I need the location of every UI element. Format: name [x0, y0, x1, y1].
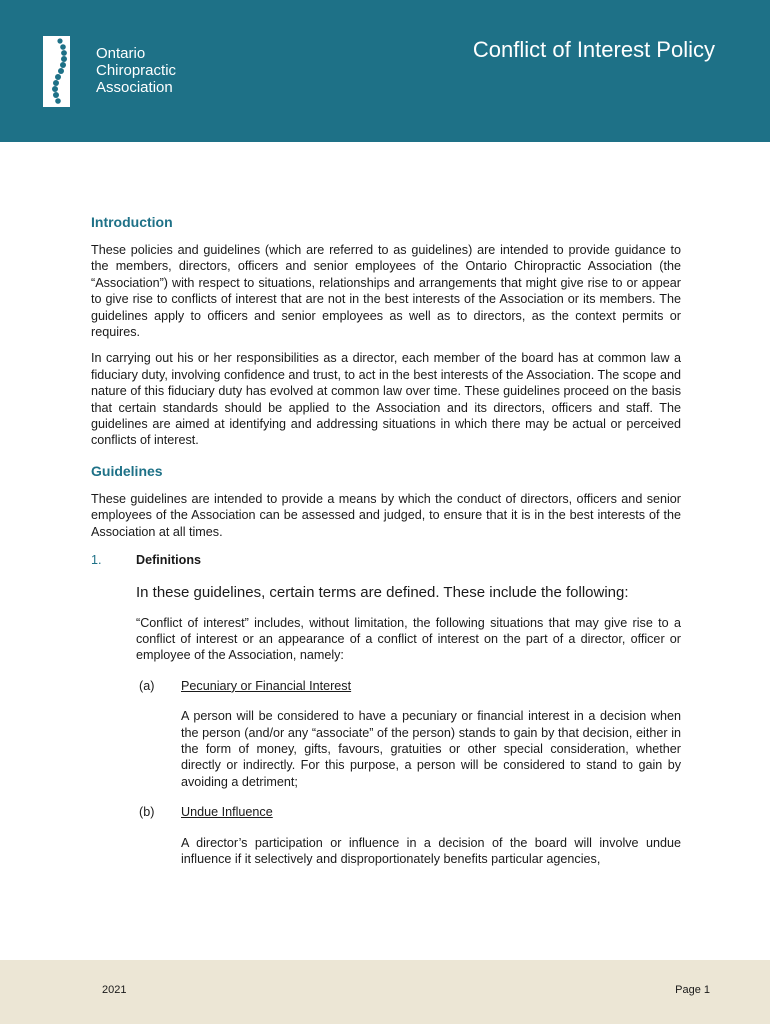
guidelines-heading: Guidelines: [91, 462, 163, 479]
subsection-title: Pecuniary or Financial Interest: [181, 678, 352, 693]
subsection-b-heading: [136, 804, 681, 820]
subsection-b-body: A director’s participation or influence in a decision of the board will involve undue influence if it selectively and disproportionately benefits particular agencies,: [181, 835, 681, 866]
section-title: Definitions: [136, 553, 202, 568]
subsection-title: Undue Influence: [181, 805, 273, 820]
footer-year: 2021: [102, 984, 127, 996]
definitions-lead: In these guidelines, certain terms are defined. These include the following:: [136, 583, 629, 601]
page-footer: [0, 960, 770, 1024]
page-header: [0, 0, 770, 142]
section-number: 1.: [91, 553, 102, 568]
logo-line: Association: [96, 79, 173, 96]
document-title: Conflict of Interest Policy: [472, 37, 715, 62]
logo-line: Chiropractic: [96, 62, 177, 79]
subsection-label: (a): [139, 678, 155, 693]
intro-paragraph-2: In carrying out his or her responsibilities as a director, each member of the board has at common law a fiduciary duty, involving confidence and trust, to act in the best interests of the Association. The scope and nature of this fiduciary duty has evolved at common law over time. These guidelines proceed on the basis that certain standards should be applied to the Association and its directors, officers and staff. The guidelines are aimed at identifying and addressing situations in which there may be actual or perceived conflicts of interest.: [91, 351, 681, 448]
intro-paragraph-1: These policies and guidelines (which are referred to as guidelines) are intended to provide guidance to the members, directors, officers and senior employees of the Ontario Chiropractic Association (the “Association”) with respect to situations, relationships and arrangements that might give rise to or appear to give rise to conflicts of interest that are not in the best interests of the Association or its members. The guidelines apply to officers and senior employees as well as to directors, as the context permits or requires.: [91, 243, 681, 340]
logo-wordmark: [96, 45, 176, 96]
document-body: [91, 212, 681, 867]
subsection-a-body: A person will be considered to have a pecuniary or financial interest in a decision when the person (and/or any “associate” of the person) stands to gain by that decision, either in the form of money, gifts, favours, gratuities or other special consideration, whether directly or indirectly. For this purpose, a person will be considered to stand to gain by avoiding a detriment;: [181, 709, 681, 789]
spine-logo-icon: [43, 36, 70, 107]
conflict-of-interest-definition: “Conflict of interest” includes, without limitation, the following situations that may give rise to a conflict of interest or an appearance of a conflict of interest on the part of a director, officer or employee of the Association, namely:: [136, 615, 681, 663]
introduction-heading: Introduction: [91, 214, 173, 230]
guidelines-paragraph: These guidelines are intended to provide a means by which the conduct of directors, officers and senior employees of the Association can be assessed and judged, to ensure that it is in the best interests of the Association at all times.: [91, 491, 681, 539]
subsection-label: (b): [139, 805, 155, 820]
subsection-a-heading: [136, 678, 681, 694]
definitions-section-heading: [91, 552, 681, 568]
logo-line: Ontario: [96, 45, 146, 62]
page-number: Page 1: [675, 984, 710, 996]
